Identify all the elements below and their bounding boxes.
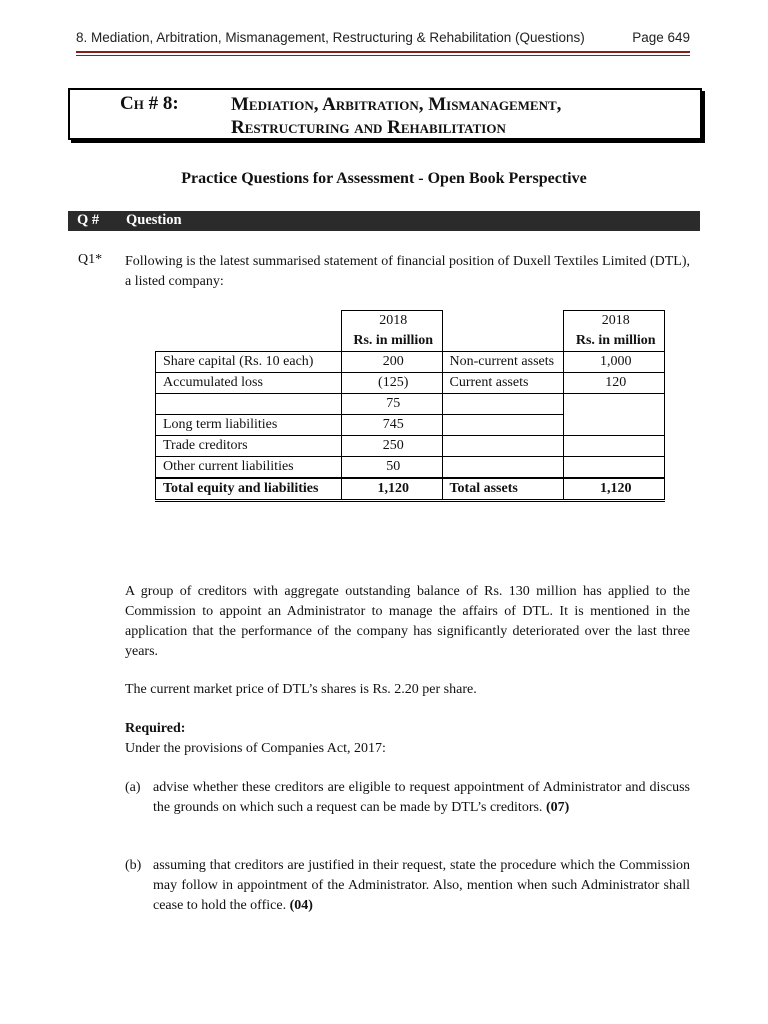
running-title: 8. Mediation, Arbitration, Mismanagement, Restructuring & Rehabilitation (Questions) xyxy=(76,30,585,45)
row-value: 250 xyxy=(341,436,442,457)
item-text: assuming that creditors are justified in their request, state the procedure which the Commission may follow in appointment of the Administrator. Also, mention when such Administrator shall cease to hold the office. (04) xyxy=(153,858,690,913)
question-header: Question xyxy=(126,212,182,228)
required-intro: Under the provisions of Companies Act, 2017: xyxy=(125,741,386,756)
paragraph-creditors: A group of creditors with aggregate outstanding balance of Rs. 130 million has applied to the Commission to appoint an Administrator to manage the affairs of DTL. It is mentioned in the application that the performance of the company has significantly deteriorated over the last three years. xyxy=(125,584,690,659)
total-assets-label: Total assets xyxy=(442,478,564,501)
total-assets-value: 1,120 xyxy=(564,478,665,501)
row-label: Current assets xyxy=(442,373,564,394)
chapter-number: Ch # 8: xyxy=(120,93,179,114)
total-equity-label: Total equity and liabilities xyxy=(156,478,342,501)
row-label: Accumulated loss xyxy=(156,373,342,394)
required-item-b xyxy=(125,856,690,916)
total-equity-value: 1,120 xyxy=(341,478,442,501)
row-label: Non-current assets xyxy=(442,352,564,373)
year-header-right: 2018 xyxy=(564,311,665,332)
unit-header-left: Rs. in million xyxy=(341,331,442,352)
item-label: (a) xyxy=(125,780,141,795)
required-label: Required: xyxy=(125,721,186,736)
section-subtitle: Practice Questions for Assessment - Open Book Perspective xyxy=(181,170,587,187)
row-label: Long term liabilities xyxy=(156,415,342,436)
item-label: (b) xyxy=(125,858,142,873)
row-value: 120 xyxy=(564,373,665,394)
row-value: 1,000 xyxy=(564,352,665,373)
chapter-title-line2: Restructuring and Rehabilitation xyxy=(231,117,506,138)
row-value: 745 xyxy=(341,415,442,436)
financial-position-table xyxy=(155,310,665,502)
header-rule xyxy=(76,51,690,53)
chapter-title xyxy=(231,93,561,139)
question-number: Q1* xyxy=(78,252,103,267)
question-intro: Following is the latest summarised statement of financial position of Duxell Textiles Limited (DTL), a listed company: xyxy=(125,254,690,289)
item-text: advise whether these creditors are eligible to request appointment of Administrator and discuss the grounds on which such a request can be made by DTL’s creditors. (07) xyxy=(153,780,690,815)
row-label: Share capital (Rs. 10 each) xyxy=(156,352,342,373)
row-label xyxy=(156,394,342,415)
required-item-a xyxy=(125,778,690,818)
row-value: 75 xyxy=(341,394,442,415)
row-value: 200 xyxy=(341,352,442,373)
qno-header: Q # xyxy=(77,212,100,228)
row-label: Other current liabilities xyxy=(156,457,342,479)
page-number: Page 649 xyxy=(632,30,690,45)
header-rule-thin xyxy=(76,55,690,56)
paragraph-share-price: The current market price of DTL’s shares is Rs. 2.20 per share. xyxy=(125,682,477,697)
unit-header-right: Rs. in million xyxy=(564,331,665,352)
item-marks: (04) xyxy=(289,898,313,913)
item-marks: (07) xyxy=(545,800,570,815)
chapter-title-box xyxy=(68,88,702,140)
row-label: Trade creditors xyxy=(156,436,342,457)
year-header-left: 2018 xyxy=(341,311,442,332)
row-value: 50 xyxy=(341,457,442,479)
chapter-title-line1: Mediation, Arbitration, Mismanagement, xyxy=(231,94,562,115)
row-value: (125) xyxy=(341,373,442,394)
running-header xyxy=(76,30,690,45)
question-header-bar xyxy=(68,211,700,231)
